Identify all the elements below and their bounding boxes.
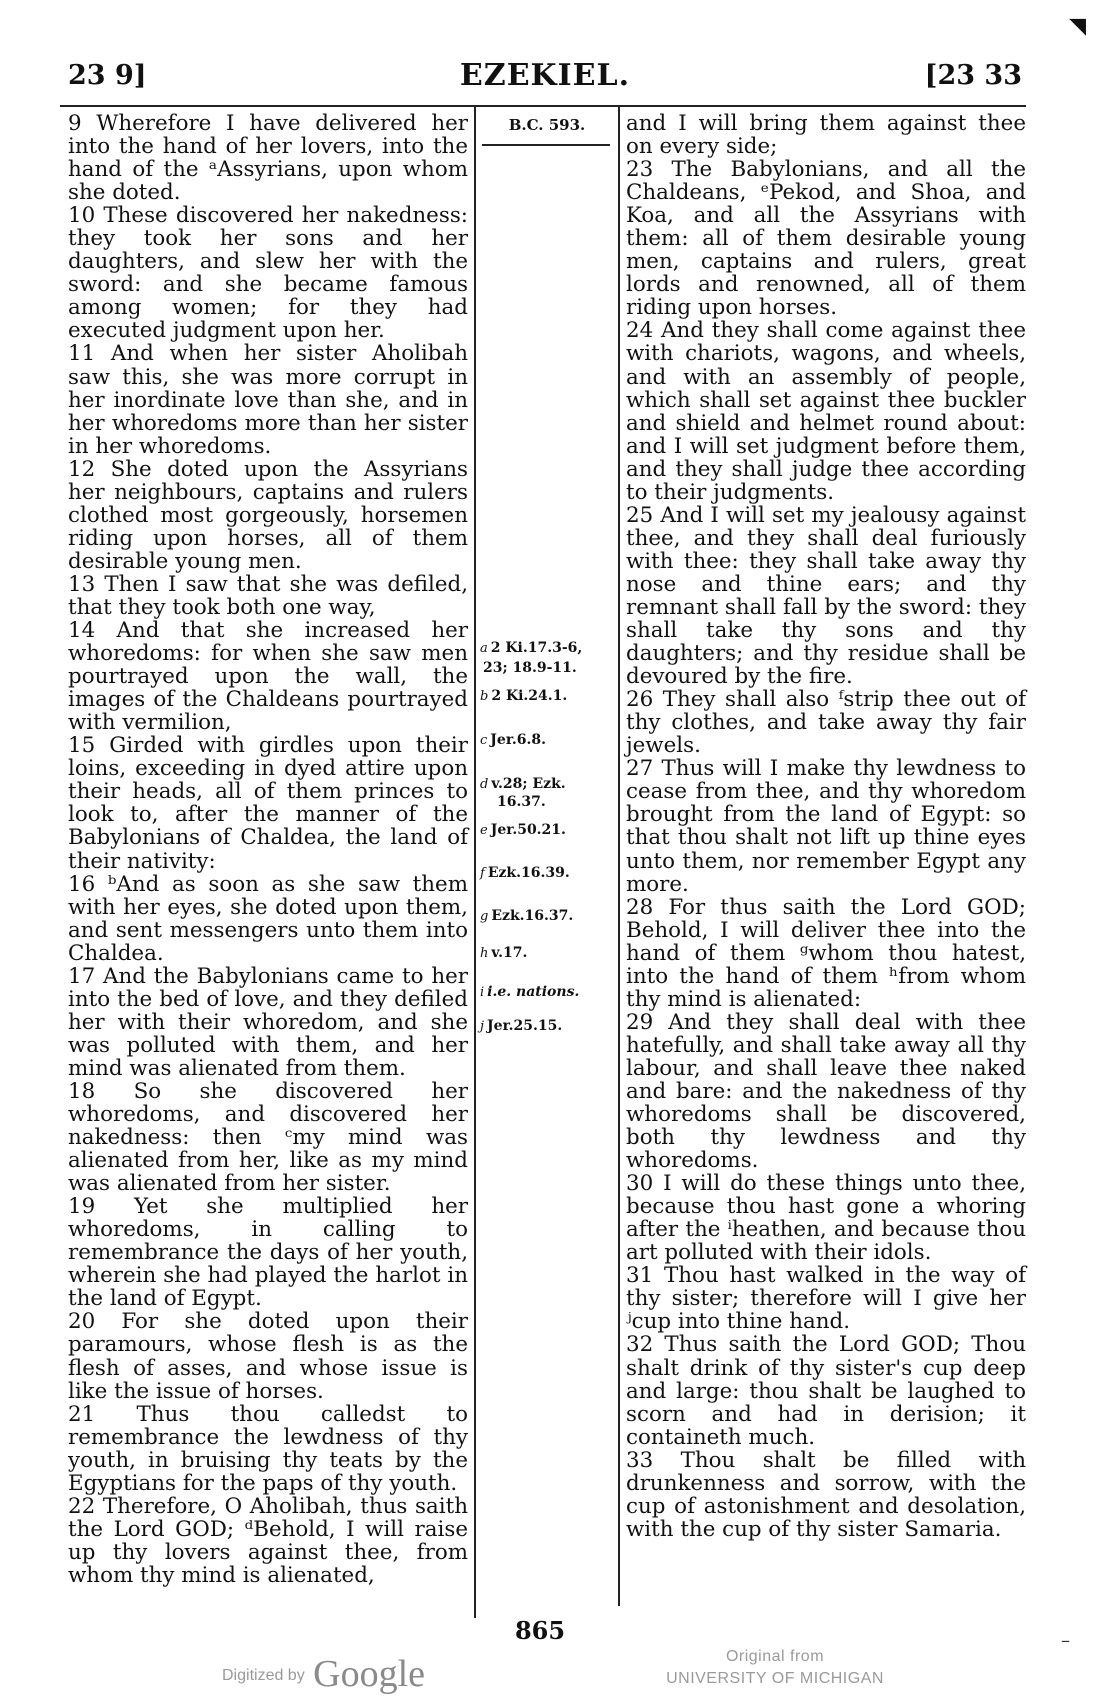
verse: 32 Thus saith the Lord GOD; Thou shalt drink of thy sister's cup deep and large: thou shalt be laughed to scorn and had in derision; it containeth much. (626, 1332, 1026, 1450)
verse: 28 For thus saith the Lord GOD; Behold, I will deliver thee into the hand of them ᵍwhom thou hatest, into the hand of them ʰfrom whom thy mind is alienated: (626, 894, 1026, 1012)
verse: 30 I will do these things unto thee, because thou hast gone a whoring after the ⁱheathen, and because thou art polluted with their idols. (626, 1171, 1026, 1266)
right-text-column (626, 112, 1026, 1541)
era-date: B.C. 593. (508, 116, 586, 134)
verse: 29 And they shall deal with thee hatefully, and shall take away all thy labour, and shall leave thee naked and bare: and the nakedness of thy whoredoms shall be discovered, both thy lewdness and thy whoredoms. (626, 1009, 1026, 1174)
running-header (60, 54, 1030, 94)
original-from-label: Original from (725, 1648, 825, 1665)
left-text-column (68, 112, 468, 1587)
verse: 15 Girded with girdles upon their loins, exceeding in dyed attire upon their heads, all of them princes to look to, after the manner of the Babylonians of Chaldea, the land of their nativity: (68, 733, 468, 874)
center-margin (478, 112, 616, 1034)
verse: 22 Therefore, O Aholibah, thus saith the Lord GOD; ᵈBehold, I will raise up thy lovers against thee, from whom thy mind is alienated, (68, 1493, 468, 1588)
google-logo: Google (313, 1653, 426, 1695)
cross-reference: g Ezk.16.37. (480, 908, 574, 924)
column-divider-left (474, 106, 476, 1618)
verse: 31 Thou hast walked in the way of thy sister; therefore will I give her ʲcup into thine hand. (626, 1263, 1026, 1335)
column-divider-right (618, 106, 620, 1606)
page-number: 865 (514, 1616, 566, 1645)
verse: 23 The Babylonians, and all the Chaldeans, ᵉPekod, and Shoa, and Koa, and all the Assyrians with them: all of them desirable young men, captains and rulers, great lords and renowned, all of them riding upon horses. (626, 157, 1026, 321)
verse: 24 And they shall come against thee with chariots, wagons, and wheels, and with an assembly of people, which shall set against thee buckler and shield and helmet round about: and I will set judgment before them, and they shall judge thee according to their judgments. (626, 318, 1026, 505)
verse: 10 These discovered her nakedness: they took her sons and her daughters, and slew her with the sword: and she became famous among women; for they had executed judgment upon her. (68, 203, 468, 344)
digitized-by-label: Digitized by (222, 1667, 305, 1684)
cross-reference: d v.28; Ezk. (480, 776, 566, 792)
header-left-reference: 23 9] (68, 60, 147, 91)
corner-mark: ◥ (1069, 14, 1086, 39)
source-watermark (660, 1646, 890, 1690)
verse: 17 And the Babylonians came to her into the bed of love, and they defiled her with their whoredom, and she was polluted with them, and her mind was alienated from them. (68, 963, 468, 1081)
verse: 21 Thus thou calledst to remembrance the lewdness of thy youth, in bruising thy teats by the Egyptians for the paps of thy youth. (68, 1401, 468, 1496)
cross-reference: 16.37. (497, 794, 546, 810)
verse: and I will bring them against thee on every side; (626, 111, 1026, 160)
verse: 14 And that she increased her whoredoms: for when she saw men pourtrayed upon the wall, the images of the Chaldeans pourtrayed with vermilion, (68, 618, 468, 736)
margin-dash: – (1061, 1630, 1070, 1651)
source-institution: UNIVERSITY OF MICHIGAN (666, 1670, 884, 1687)
verse: 13 Then I saw that she was defiled, that they took both one way, (68, 571, 468, 620)
verse: 16 ᵇAnd as soon as she saw them with her eyes, she doted upon them, and sent messengers unto them into Chaldea. (68, 871, 468, 966)
page-title: EZEKIEL. (459, 58, 631, 93)
cross-reference: b 2 Ki.24.1. (480, 688, 568, 704)
verse: 19 Yet she multiplied her whoredoms, in calling to remembrance the days of her youth, wherein she had played the harlot in the land of Egypt. (68, 1194, 468, 1312)
verse: 18 So she discovered her whoredoms, and discovered her nakedness: then ᶜmy mind was alienated from her, like as my mind was alienated from her sister. (68, 1078, 468, 1197)
verse: 20 For she doted upon their paramours, whose flesh is as the flesh of asses, and whose issue is like the issue of horses. (68, 1309, 468, 1404)
cross-reference: i i.e. nations. (480, 984, 580, 1000)
header-right-reference: [23 33 (924, 60, 1022, 91)
era-rule (482, 144, 610, 146)
cross-reference: 23; 18.9-11. (483, 660, 577, 676)
verse: 11 And when her sister Aholibah saw this, she was more corrupt in her inordinate love than she, and in her whoredoms more than her sister in her whoredoms. (68, 341, 468, 459)
cross-reference: h v.17. (480, 945, 528, 961)
verse: 25 And I will set my jealousy against thee, and they shall deal furiously with thee: they shall take away thy nose and thine ears; and thy remnant shall fall by the sword: they shall take thy sons and thy daughters; and thy residue shall be devoured by the fire. (626, 502, 1026, 690)
verse: 12 She doted upon the Assyrians her neighbours, captains and rulers clothed most gorgeously, horsemen riding upon horses, all of them desirable young men. (68, 456, 468, 574)
cross-reference: a 2 Ki.17.3-6, (480, 640, 583, 656)
verse: 27 Thus will I make thy lewdness to cease from thee, and thy whoredom brought from the land of Egypt: so that thou shalt not lift up thine eyes unto them, nor remember Egypt any more. (626, 756, 1026, 897)
verse: 33 Thou shalt be filled with drunkenness and sorrow, with the cup of astonishment and desolation, with the cup of thy sister Samaria. (626, 1447, 1026, 1542)
cross-reference: f Ezk.16.39. (480, 865, 570, 881)
cross-reference: c Jer.6.8. (480, 732, 547, 748)
cross-reference: j Jer.25.15. (480, 1018, 563, 1034)
header-rule (60, 105, 1026, 107)
cross-reference: e Jer.50.21. (480, 822, 566, 838)
verse: 26 They shall also ᶠstrip thee out of thy clothes, and take away thy fair jewels. (626, 687, 1026, 759)
digitized-watermark (222, 1652, 425, 1696)
verse: 9 Wherefore I have delivered her into the hand of her lovers, into the hand of the ᵃAssyrians, upon whom she doted. (68, 111, 468, 206)
